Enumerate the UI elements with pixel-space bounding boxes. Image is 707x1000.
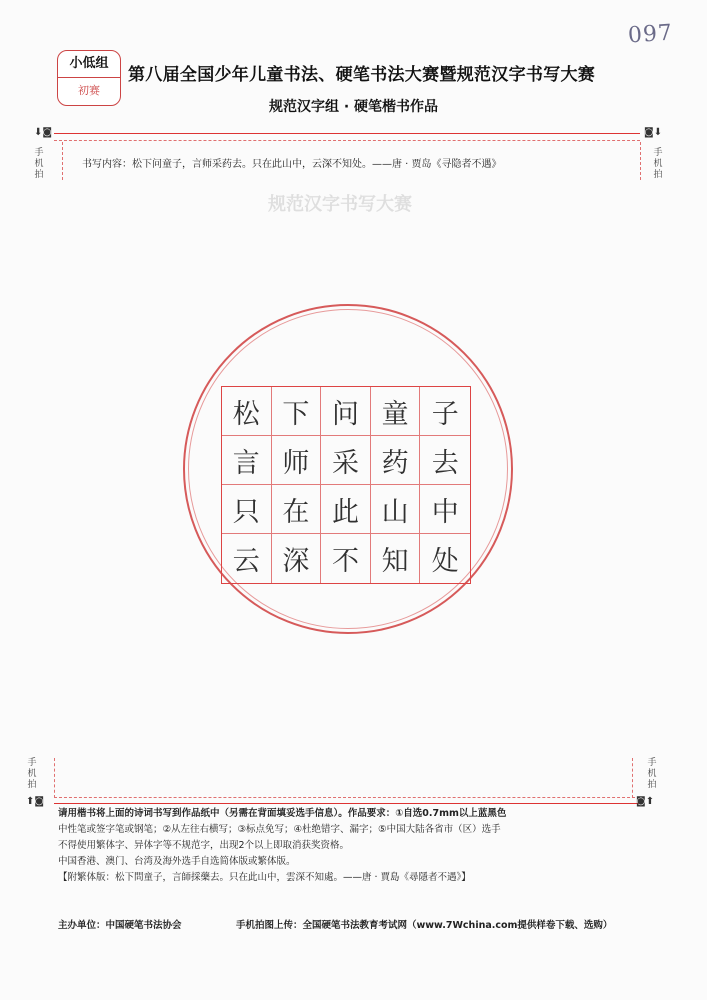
- footer-organizer: 主办单位：中国硬笔书法协会: [58, 920, 182, 931]
- requirement-line: 不得使用繁体字、异体字等不规范字，出现2个以上即取消获奖资格。: [58, 840, 350, 851]
- camera-marker-top-right: [644, 127, 662, 138]
- grid-cell: 童: [371, 387, 421, 436]
- right-dashed-guide-top: [640, 142, 641, 180]
- camera-marker-top-left: [34, 127, 52, 138]
- arrow-down-icon: ⬇: [34, 127, 43, 138]
- grid-cell: 山: [371, 485, 421, 534]
- top-dashed-line: [54, 140, 640, 141]
- side-label-top-left: 手机拍: [34, 148, 44, 180]
- left-dashed-guide-bottom: [54, 758, 55, 798]
- side-label-top-right: 手机拍: [653, 148, 663, 180]
- badge-stage: 初赛: [78, 84, 100, 97]
- show-through-title: 规范汉字书写大赛: [268, 194, 412, 215]
- bottom-red-line: [54, 803, 640, 804]
- grid-cell: 此: [321, 485, 371, 534]
- grid-cell: 松: [222, 387, 272, 436]
- grid-cell: 言: [222, 436, 272, 485]
- arrow-up-icon: ⬆: [26, 796, 35, 807]
- camera-icon: ◙: [644, 127, 654, 138]
- sheet-number: 097: [627, 20, 674, 49]
- grid-cell: 不: [321, 534, 371, 583]
- side-label-bottom-right: 手机拍: [647, 758, 657, 790]
- grid-cell: 问: [321, 387, 371, 436]
- grid-cell: 知: [371, 534, 421, 583]
- grid-cell: 下: [272, 387, 322, 436]
- grid-cell: 在: [272, 485, 322, 534]
- bottom-dashed-line: [54, 797, 640, 798]
- requirements-block: [58, 806, 648, 886]
- requirement-line: 中国香港、澳门、台湾及海外选手自选简体版或繁体版。: [58, 856, 296, 867]
- badge-group: 小低组: [58, 51, 120, 78]
- camera-marker-bottom-left: [26, 796, 44, 807]
- grid-cell: 去: [420, 436, 470, 485]
- arrow-down-icon: ⬇: [653, 127, 663, 138]
- grid-cell: 处: [431, 546, 459, 577]
- grid-cell: 深: [272, 534, 322, 583]
- camera-icon: ◙: [34, 796, 45, 807]
- right-dashed-guide-bottom: [632, 758, 633, 798]
- requirement-line: 【附繁体版：松下問童子，言師採藥去。只在此山中，雲深不知處。——唐 · 賈島《尋隱者不遇》】: [58, 872, 471, 883]
- footer-upload: 手机拍图上传：全国硬笔书法教育考试网（www.7Wchina.com提供样卷下载、选购）: [236, 920, 613, 931]
- left-dashed-guide-top: [62, 142, 63, 180]
- writing-grid: [221, 386, 471, 584]
- grid-cell: 中: [420, 485, 470, 534]
- grid-cell: 子: [420, 387, 470, 436]
- grid-cell: 药: [371, 436, 421, 485]
- page-subtitle: 规范汉字组 · 硬笔楷书作品: [268, 99, 439, 115]
- side-label-bottom-left: 手机拍: [27, 758, 37, 790]
- top-red-line: [54, 133, 640, 134]
- grid-cell: 只: [222, 485, 272, 534]
- grid-cell: 云: [222, 534, 272, 583]
- requirement-line: 中性笔或签字笔或钢笔；②从左往右横写；③标点免写；④杜绝错字、漏字；⑤中国大陆各省市（区）选手: [58, 824, 501, 835]
- arrow-up-icon: ⬆: [645, 796, 655, 807]
- grid-cell: 采: [321, 436, 371, 485]
- requirement-line: 请用楷书将上面的诗词书写到作品纸中（另需在背面填妥选手信息）。作品要求：①自选0.7mm以上蓝黑色: [58, 808, 507, 819]
- camera-icon: ◙: [42, 127, 53, 138]
- page-title: 第八届全国少年儿童书法、硬笔书法大赛暨规范汉字书写大赛: [128, 65, 596, 85]
- camera-icon: ◙: [636, 796, 646, 807]
- writing-content: 书写内容：松下问童子，言师采药去。只在此山中，云深不知处。——唐 · 贾岛《寻隐者不遇》: [82, 159, 502, 170]
- grid-cell: 师: [272, 436, 322, 485]
